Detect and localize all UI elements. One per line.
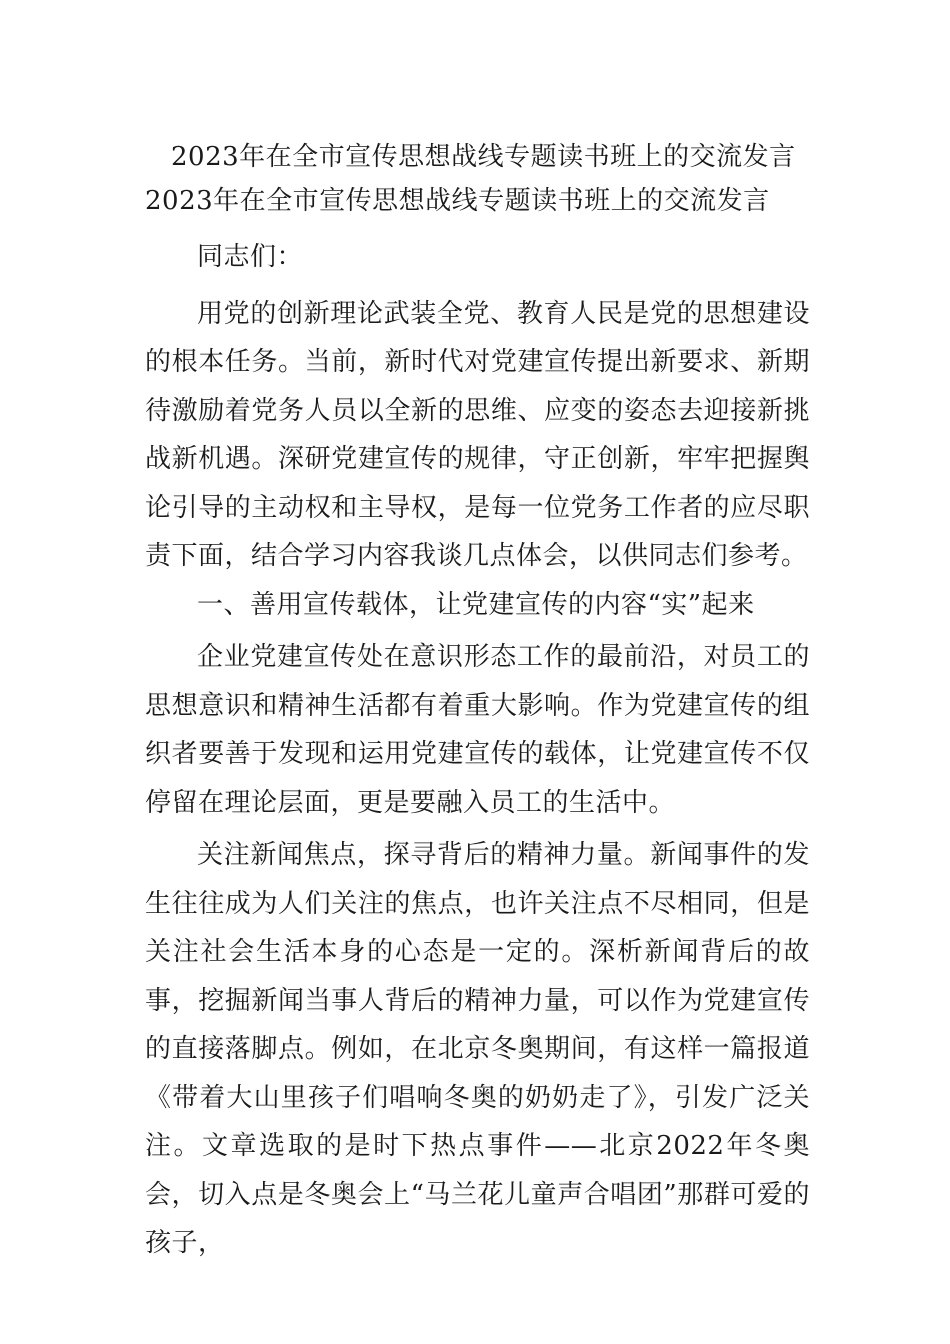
paragraph-intro: 用党的创新理论武装全党、教育人民是党的思想建设的根本任务。当前，新时代对党建宣传提出新要求、新期待激励着党务人员以全新的思维、应变的姿态去迎接新挑战新机遇。深研党建宣传的规律，守正创新，牢牢把握舆论引导的主动权和主导权，是每一位党务工作者的应尽职责下面，结合学习内容我谈几点体会，以供同志们参考。 bbox=[145, 298, 810, 572]
section-heading-1: 一、善用宣传载体，让党建宣传的内容“实”起来 bbox=[197, 589, 755, 620]
salutation: 同志们： bbox=[197, 242, 304, 273]
document-body bbox=[145, 136, 810, 1268]
paragraph-section-1-body: 企业党建宣传处在意识形态工作的最前沿，对员工的思想意识和精神生活都有着重大影响。作为党建宣传的组织者要善于发现和运用党建宣传的载体，让党建宣传不仅停留在理论层面，更是要融入员工的生活中。 bbox=[145, 642, 810, 818]
document-title-line-2: 2023年在全市宣传思想战线专题读书班上的交流发言 bbox=[145, 185, 770, 216]
document-title-line-1: 2023年在全市宣传思想战线专题读书班上的交流发言 bbox=[171, 142, 796, 172]
paragraph-news-focus: 关注新闻焦点，探寻背后的精神力量。新闻事件的发生往往成为人们关注的焦点，也许关注点不尽相同，但是关注社会生活本身的心态是一定的。深析新闻背后的故事，挖掘新闻当事人背后的精神力量，可以作为党建宣传的直接落脚点。例如，在北京冬奥期间，有这样一篇报道《带着大山里孩子们唱响冬奥的奶奶走了》，引发广泛关注。文章选取的是时下热点事件——北京2022年冬奥会，切入点是冬奥会上“马兰花儿童声合唱团”那群可爱的孩子， bbox=[145, 840, 810, 1259]
